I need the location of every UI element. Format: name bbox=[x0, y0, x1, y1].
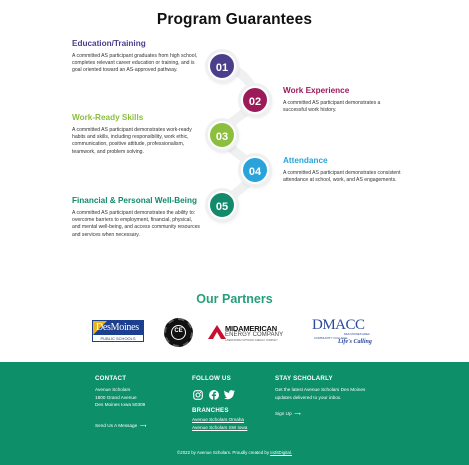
midamerican-logo[interactable] bbox=[208, 323, 290, 343]
guarantee-heading: Attendance bbox=[283, 156, 328, 165]
seal-logo[interactable] bbox=[164, 318, 193, 347]
guarantee-heading: Education/Training bbox=[72, 39, 146, 48]
copyright-text: ©2022 by Avenue Scholars. Proudly created by bbox=[177, 450, 270, 455]
guarantee-number-02: 02 bbox=[241, 86, 269, 114]
partners-title: Our Partners bbox=[196, 292, 273, 306]
logo-text: MIDAMERICAN bbox=[225, 324, 277, 333]
guarantee-text: A committed AS participant demonstrates work-ready habits and skills, including responsibility, work ethic, communication, positive attitude, professionalism, teamwork, and problem solving. bbox=[72, 127, 192, 155]
guarantee-heading: Financial & Personal Well-Being bbox=[72, 196, 197, 205]
branches-list bbox=[192, 416, 247, 431]
arrow-right-icon: ⟶ bbox=[138, 423, 147, 428]
guarantee-financial bbox=[72, 196, 200, 239]
desmoines-public-schools-logo[interactable] bbox=[92, 320, 144, 342]
guarantee-number-03: 03 bbox=[208, 121, 236, 149]
page-title: Program Guarantees bbox=[156, 11, 313, 28]
arrow-right-icon: ⟶ bbox=[293, 411, 302, 416]
guarantee-attendance bbox=[283, 156, 403, 184]
guarantee-number-05: 05 bbox=[208, 191, 236, 219]
sign-up-label: Sign Up bbox=[275, 411, 292, 416]
stay-heading: STAY SCHOLARLY bbox=[275, 375, 333, 382]
guarantee-education bbox=[72, 39, 202, 75]
sign-up-link[interactable] bbox=[275, 410, 301, 418]
logo-tagline: Life's Calling bbox=[338, 339, 372, 345]
logo-text: DesMoines bbox=[96, 322, 139, 333]
logo-text: DMACC bbox=[312, 317, 365, 333]
guarantee-work-ready-skills bbox=[72, 113, 198, 156]
logo-tagline: A BERKSHIRE HATHAWAY ENERGY COMPANY bbox=[225, 339, 278, 342]
logo-subtext: PUBLIC SCHOOLS bbox=[100, 336, 136, 341]
branch-link[interactable]: Avenue Scholars Omaha bbox=[192, 417, 245, 422]
guarantee-number-04: 04 bbox=[241, 156, 269, 184]
guarantee-text: A committed AS participant demonstrates the ability to: overcome barriers to employment, financial, physical, and mental well-being, and access community resources and services when necessary. bbox=[72, 210, 200, 238]
credit-link[interactable]: In2itDigital. bbox=[270, 450, 292, 455]
logo-subtext: ENERGY COMPANY bbox=[225, 332, 284, 338]
facebook-icon[interactable] bbox=[209, 390, 219, 400]
guarantee-heading: Work-Ready Skills bbox=[72, 113, 144, 122]
guarantee-heading: Work Experience bbox=[283, 86, 350, 95]
contact-address bbox=[95, 386, 145, 409]
guarantee-text: A committed AS participant demonstrates consistent attendance at school, work, and AS engagements. bbox=[283, 170, 401, 184]
branches-heading: BRANCHES bbox=[192, 407, 229, 414]
guarantee-text: A committed AS participant demonstrates a successful work history. bbox=[283, 100, 381, 114]
dmacc-logo[interactable] bbox=[310, 318, 380, 348]
guarantee-text: A committed AS participant graduates from high school, completes relevant career education or training, and is goal oriented toward an AS-approved pathway. bbox=[72, 53, 198, 74]
branch-link[interactable]: Avenue Scholars SW Iowa bbox=[192, 424, 248, 430]
contact-heading: CONTACT bbox=[95, 375, 127, 382]
midamerican-mark-icon bbox=[208, 325, 226, 339]
follow-heading: FOLLOW US bbox=[192, 375, 231, 382]
site-footer bbox=[0, 362, 469, 465]
logo-subtext: DES MOINES AREA bbox=[344, 332, 370, 336]
contact-line: 1800 Grand Avenue bbox=[95, 394, 137, 400]
logo-subtext-2: COMMUNITY COLLEGE bbox=[314, 336, 348, 340]
stay-text bbox=[275, 386, 365, 401]
instagram-icon[interactable] bbox=[193, 390, 203, 400]
guarantee-work-experience bbox=[283, 86, 395, 114]
send-message-link[interactable] bbox=[95, 422, 147, 430]
contact-line: Des Moines Iowa 50309 bbox=[95, 402, 146, 407]
guarantee-number-01: 01 bbox=[208, 52, 236, 80]
send-message-label: Send Us A Message bbox=[95, 423, 138, 428]
copyright bbox=[0, 450, 469, 455]
twitter-icon[interactable] bbox=[224, 390, 235, 400]
stay-line: Get the latest Avenue Scholars Des Moines bbox=[275, 387, 366, 392]
contact-line: Avenue Scholars bbox=[95, 387, 131, 392]
stay-line: updates delivered to your inbox. bbox=[275, 394, 342, 400]
seal-text: CE bbox=[174, 328, 183, 334]
